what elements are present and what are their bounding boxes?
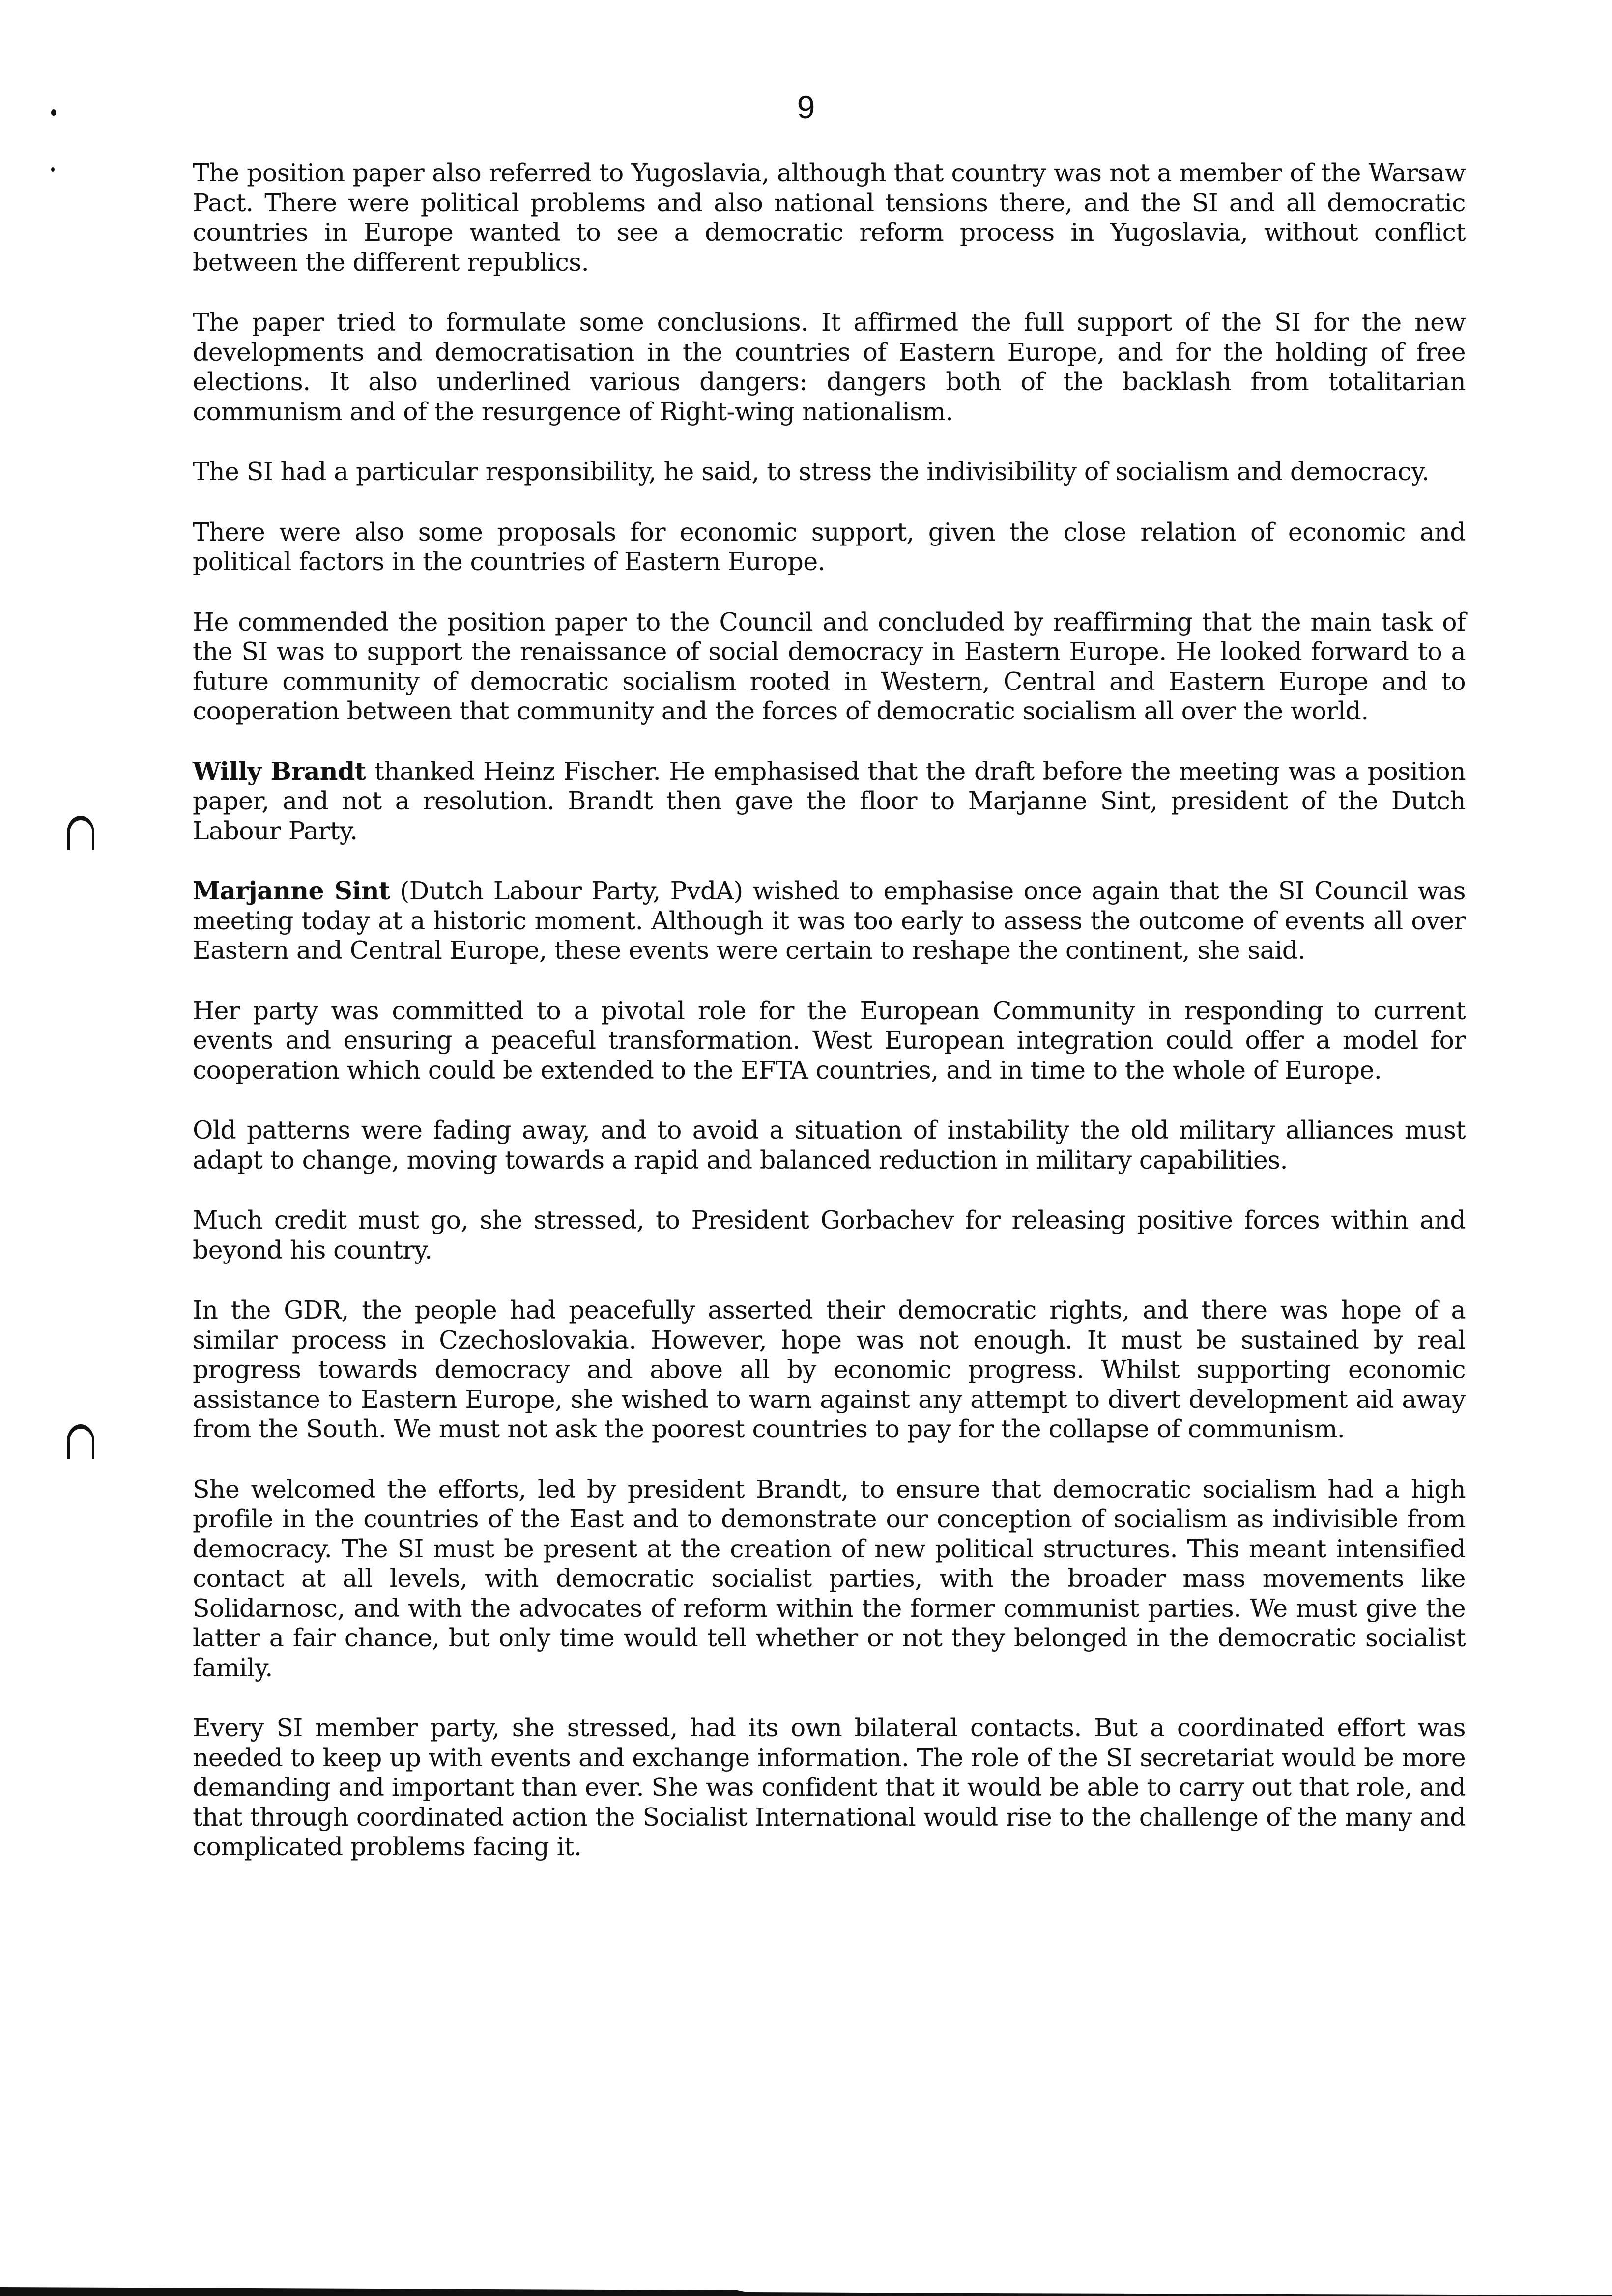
paragraph-text: There were also some proposals for economic support, given the close relation of economic and political factors in the countries of Eastern Europe. [193, 517, 1466, 576]
paragraph [193, 757, 1466, 846]
paragraph-text: He commended the position paper to the Council and concluded by reaffirming that the main task of the SI was to support the renaissance of social democracy in Eastern Europe. He looked forward to a future community of democratic socialism rooted in Western, Central and Eastern Europe and to cooperation between that community and the forces of democratic socialism all over the world. [193, 607, 1466, 725]
speaker-name: Marjanne Sint [193, 876, 390, 905]
paragraph-text: Old patterns were fading away, and to avoid a situation of instability the old military alliances must adapt to change, moving towards a rapid and balanced reduction in military capabilities. [193, 1116, 1466, 1175]
paragraph [193, 876, 1466, 966]
paragraph-text: In the GDR, the people had peacefully asserted their democratic rights, and there was hope of a similar process in Czechoslovakia. However, hope was not enough. It must be sustained by real progress towards democracy and above all by economic progress. Whilst supporting economic assistance to Eastern Europe, she wished to warn against any attempt to divert development aid away from the South. We must not ask the poorest countries to pay for the collapse of communism. [193, 1295, 1466, 1443]
page-number: 9 [797, 89, 815, 125]
document-body [193, 158, 1466, 1893]
margin-binder-arc-mark [67, 1424, 94, 1459]
margin-binder-arc-mark [67, 816, 94, 850]
paragraph [193, 1713, 1466, 1862]
paragraph [193, 1295, 1466, 1444]
paragraph [193, 1116, 1466, 1175]
paragraph-text: The position paper also referred to Yugoslavia, although that country was not a member of the Warsaw Pact. There were political problems and also national tensions there, and the SI and all democratic countries in Europe wanted to see a democratic reform process in Yugoslavia, without conflict between the different republics. [193, 158, 1466, 277]
margin-punch-mark [51, 167, 55, 172]
paragraph [193, 457, 1466, 487]
paragraph-text: She welcomed the efforts, led by president Brandt, to ensure that democratic socialism had a high profile in the countries of the East and to demonstrate our conception of socialism as indivisible from democracy. The SI must be present at the creation of new political structures. This meant intensified contact at all levels, with democratic socialist parties, with the broader mass movements like Solidarnosc, and with the advocates of reform within the former communist parties. We must give the latter a fair chance, but only time would tell whether or not they belonged in the democratic socialist family. [193, 1474, 1466, 1682]
paragraph [193, 308, 1466, 427]
paragraph-text: (Dutch Labour Party, PvdA) wished to emphasise once again that the SI Council was meeting today at a historic moment. Although it was too early to assess the outcome of events all over Eastern and Central Europe, these events were certain to reshape the continent, she said. [193, 876, 1466, 965]
speaker-name: Willy Brandt [193, 756, 366, 786]
paragraph-text: thanked Heinz Fischer. He emphasised that the draft before the meeting was a position paper, and not a resolution. Brandt then gave the floor to Marjanne Sint, president of the Dutch Labour Party. [193, 756, 1466, 845]
paragraph-text: Much credit must go, she stressed, to President Gorbachev for releasing positive forces within and beyond his country. [193, 1205, 1466, 1264]
paragraph-text: The SI had a particular responsibility, he said, to stress the indivisibility of socialism and democracy. [193, 457, 1430, 486]
paragraph [193, 1205, 1466, 1265]
paragraph [193, 158, 1466, 277]
paragraph [193, 1475, 1466, 1683]
paragraph [193, 607, 1466, 726]
paragraph-text: Every SI member party, she stressed, had its own bilateral contacts. But a coordinated effort was needed to keep up with events and exchange information. The role of the SI secretariat would be more demanding and important than ever. She was confident that it would be able to carry out that role, and that through coordinated action the Socialist International would rise to the challenge of the many and complicated problems facing it. [193, 1713, 1466, 1861]
scan-bottom-edge [0, 2287, 1612, 2296]
paragraph-text: Her party was committed to a pivotal role for the European Community in responding to current events and ensuring a peaceful transformation. West European integration could offer a model for cooperation which could be extended to the EFTA countries, and in time to the whole of Europe. [193, 996, 1466, 1085]
paragraph-text: The paper tried to formulate some conclusions. It affirmed the full support of the SI for the new developments and democratisation in the countries of Eastern Europe, and for the holding of free elections. It also underlined various dangers: dangers both of the backlash from totalitarian communism and of the resurgence of Right-wing nationalism. [193, 308, 1466, 426]
paragraph [193, 996, 1466, 1086]
paragraph [193, 517, 1466, 577]
